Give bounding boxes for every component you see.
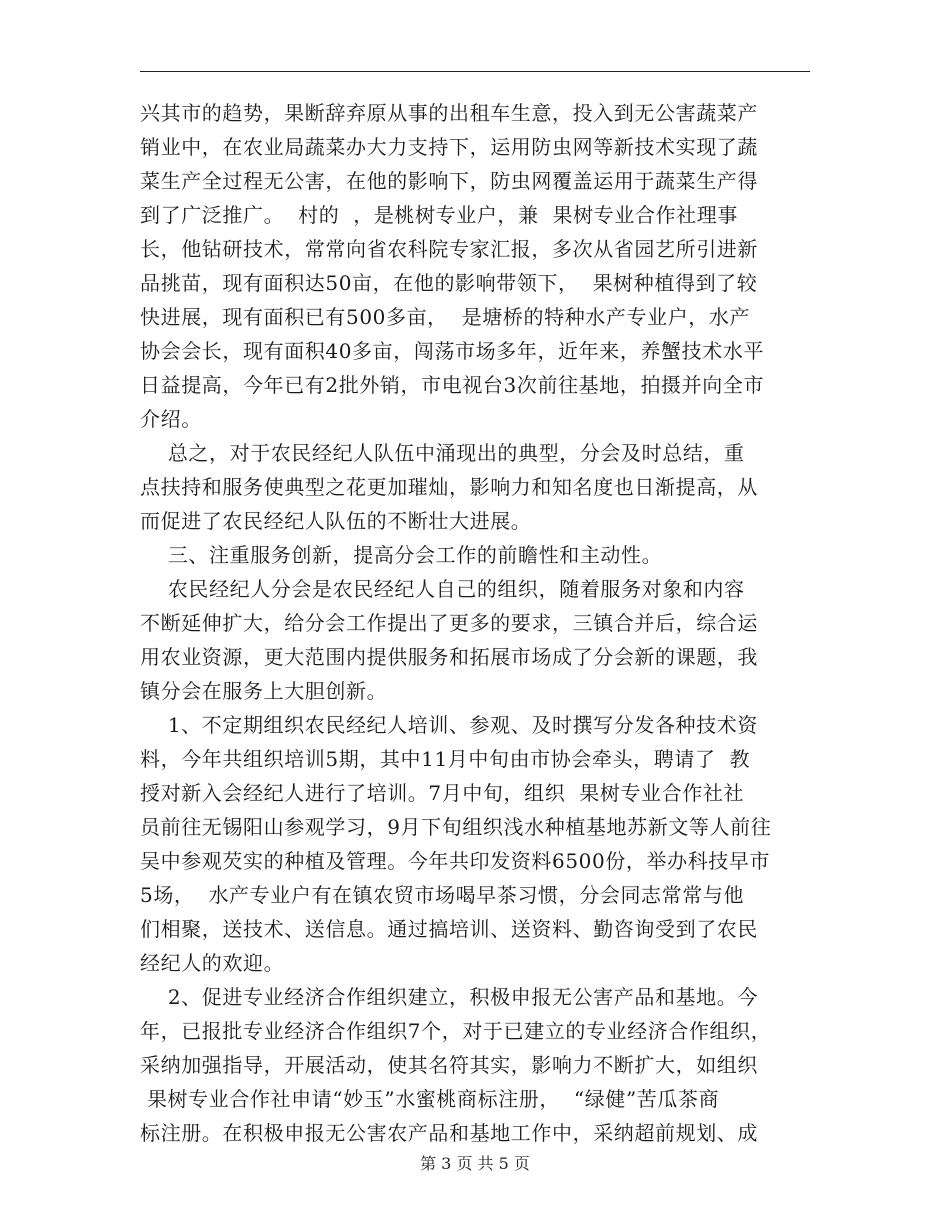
section-heading: 三、注重服务创新，提高分会工作的前瞻性和主动性。 xyxy=(140,543,663,567)
text-line: 标注册。在积极申报无公害农产品和基地工作中，采纳超前规划、成 xyxy=(140,1121,758,1145)
text-line: 日益提高，今年已有2批外销，市电视台3次前往基地，拍摄并向全市 xyxy=(140,373,765,397)
text-line: 2、促进专业经济合作组织建立，积极申报无公害产品和基地。今 xyxy=(140,985,758,1009)
header-rule xyxy=(140,71,810,72)
text-line: 用农业资源，更大范围内提供服务和拓展市场成了分会新的课题，我 xyxy=(140,645,758,669)
text-line: 点扶持和服务使典型之花更加璀灿，影响力和知名度也日渐提高，从 xyxy=(140,475,758,499)
text-line: 年，已报批专业经济合作组织7个，对于已建立的专业经济合作组织， xyxy=(140,1019,772,1043)
text-line: 农民经纪人分会是农民经纪人自己的组织，随着服务对象和内容 xyxy=(140,577,745,601)
text-line: 品挑苗，现有面积达50亩，在他的影响带领下， 果树种植得到了较 xyxy=(140,271,758,295)
text-line: 料，今年共组织培训5期，其中11月中旬由市协会牵头，聘请了 教 xyxy=(140,747,751,771)
text-line: 快进展，现有面积已有500多亩， 是塘桥的特种水产专业户，水产 xyxy=(140,305,751,329)
text-line: 们相聚，送技术、送信息。通过搞培训、送资料、勤咨询受到了农民 xyxy=(140,917,758,941)
text-line: 而促进了农民经纪人队伍的不断壮大进展。 xyxy=(140,509,532,533)
text-line: 员前往无锡阳山参观学习，9月下旬组织浅水种植基地苏新文等人前往 xyxy=(140,815,772,839)
text-line: 5场， 水产专业户有在镇农贸市场喝早茶习惯，分会同志常常与他 xyxy=(140,883,745,907)
text-line: 果树专业合作社申请“妙玉”水蜜桃商标注册， “绿健”苦瓜茶商 xyxy=(140,1087,720,1111)
text-line: 镇分会在服务上大胆创新。 xyxy=(140,679,388,703)
text-line: 授对新入会经纪人进行了培训。7月中旬，组织 果树专业合作社社 xyxy=(140,781,745,805)
text-line: 1、不定期组织农民经纪人培训、参观、及时撰写分发各种技术资 xyxy=(140,713,758,737)
text-line: 吴中参观芡实的种植及管理。今年共印发资料6500份，举办科技早市 xyxy=(140,849,771,873)
text-line: 协会会长，现有面积40多亩，闯荡市场多年，近年来，养蟹技术水平 xyxy=(140,339,765,363)
text-line: 兴其市的趋势，果断辞弃原从事的出租车生意，投入到无公害蔬菜产 xyxy=(140,101,758,125)
text-line: 销业中，在农业局蔬菜办大力支持下，运用防虫网等新技术实现了蔬 xyxy=(140,135,758,159)
text-line: 采纳加强指导，开展活动，使其名符其实，影响力不断扩大，如组织 xyxy=(140,1053,758,1077)
text-line: 不断延伸扩大，给分会工作提出了更多的要求，三镇合并后，综合运 xyxy=(140,611,758,635)
page-number-footer: 第 3 页 共 5 页 xyxy=(420,1154,530,1173)
text-line: 菜生产全过程无公害，在他的影响下，防虫网覆盖运用于蔬菜生产得 xyxy=(140,169,758,193)
text-line: 介绍。 xyxy=(140,407,202,431)
text-line: 经纪人的欢迎。 xyxy=(140,951,285,975)
text-line: 长，他钻研技术，常常向省农科院专家汇报，多次从省园艺所引进新 xyxy=(140,237,758,261)
document-body xyxy=(140,96,812,1150)
text-line: 总之，对于农民经纪人队伍中涌现出的典型，分会及时总结，重 xyxy=(140,441,745,465)
text-line: 到了广泛推广。 村的 ，是桃树专业户，兼 果树专业合作社理事 xyxy=(140,203,738,227)
